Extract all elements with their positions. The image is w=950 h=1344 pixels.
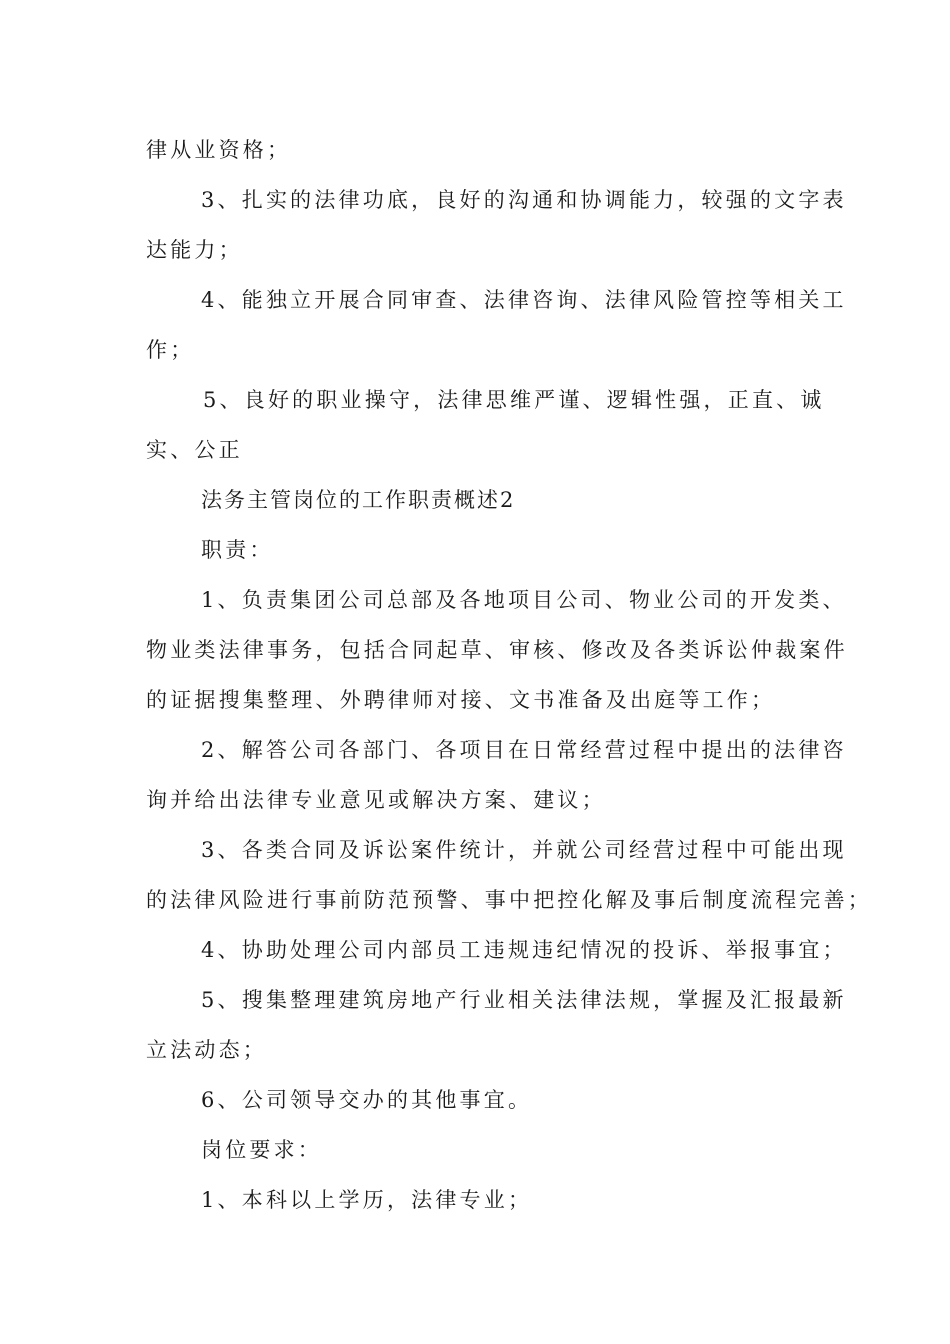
text-line: 4、能独立开展合同审查、法律咨询、法律风险管控等相关工 (201, 288, 847, 312)
subheading-requirements: 岗位要求： (201, 1138, 322, 1162)
section-heading: 法务主管岗位的工作职责概述2 (201, 488, 516, 512)
text-line: 立法动态； (146, 1038, 267, 1062)
text-line: 5、搜集整理建筑房地产行业相关法律法规，掌握及汇报最新 (201, 988, 847, 1012)
text-line: 6、公司领导交办的其他事宜。 (201, 1088, 533, 1112)
text-line: 3、扎实的法律功底，良好的沟通和协调能力，较强的文字表 (201, 188, 847, 212)
text-line: 5、良好的职业操守，法律思维严谨、逻辑性强，正直、诚 (203, 388, 825, 412)
text-line: 的法律风险进行事前防范预警、事中把控化解及事后制度流程完善； (146, 888, 872, 912)
text-line: 达能力； (146, 238, 243, 262)
text-line: 物业类法律事务，包括合同起草、审核、修改及各类诉讼仲裁案件 (146, 638, 848, 662)
text-line: 1、负责集团公司总部及各地项目公司、物业公司的开发类、 (201, 588, 847, 612)
text-line: 3、各类合同及诉讼案件统计，并就公司经营过程中可能出现 (201, 838, 847, 862)
text-line: 律从业资格； (146, 138, 292, 162)
text-line: 询并给出法律专业意见或解决方案、建议； (146, 788, 606, 812)
text-line: 实、公正 (146, 438, 243, 462)
text-line: 4、协助处理公司内部员工违规违纪情况的投诉、举报事宜； (201, 938, 847, 962)
text-line: 的证据搜集整理、外聘律师对接、文书准备及出庭等工作； (146, 688, 776, 712)
text-line: 2、解答公司各部门、各项目在日常经营过程中提出的法律咨 (201, 738, 847, 762)
text-line: 作； (146, 338, 195, 362)
subheading-duties: 职责： (201, 538, 274, 562)
text-line: 1、本科以上学历，法律专业； (201, 1188, 533, 1212)
